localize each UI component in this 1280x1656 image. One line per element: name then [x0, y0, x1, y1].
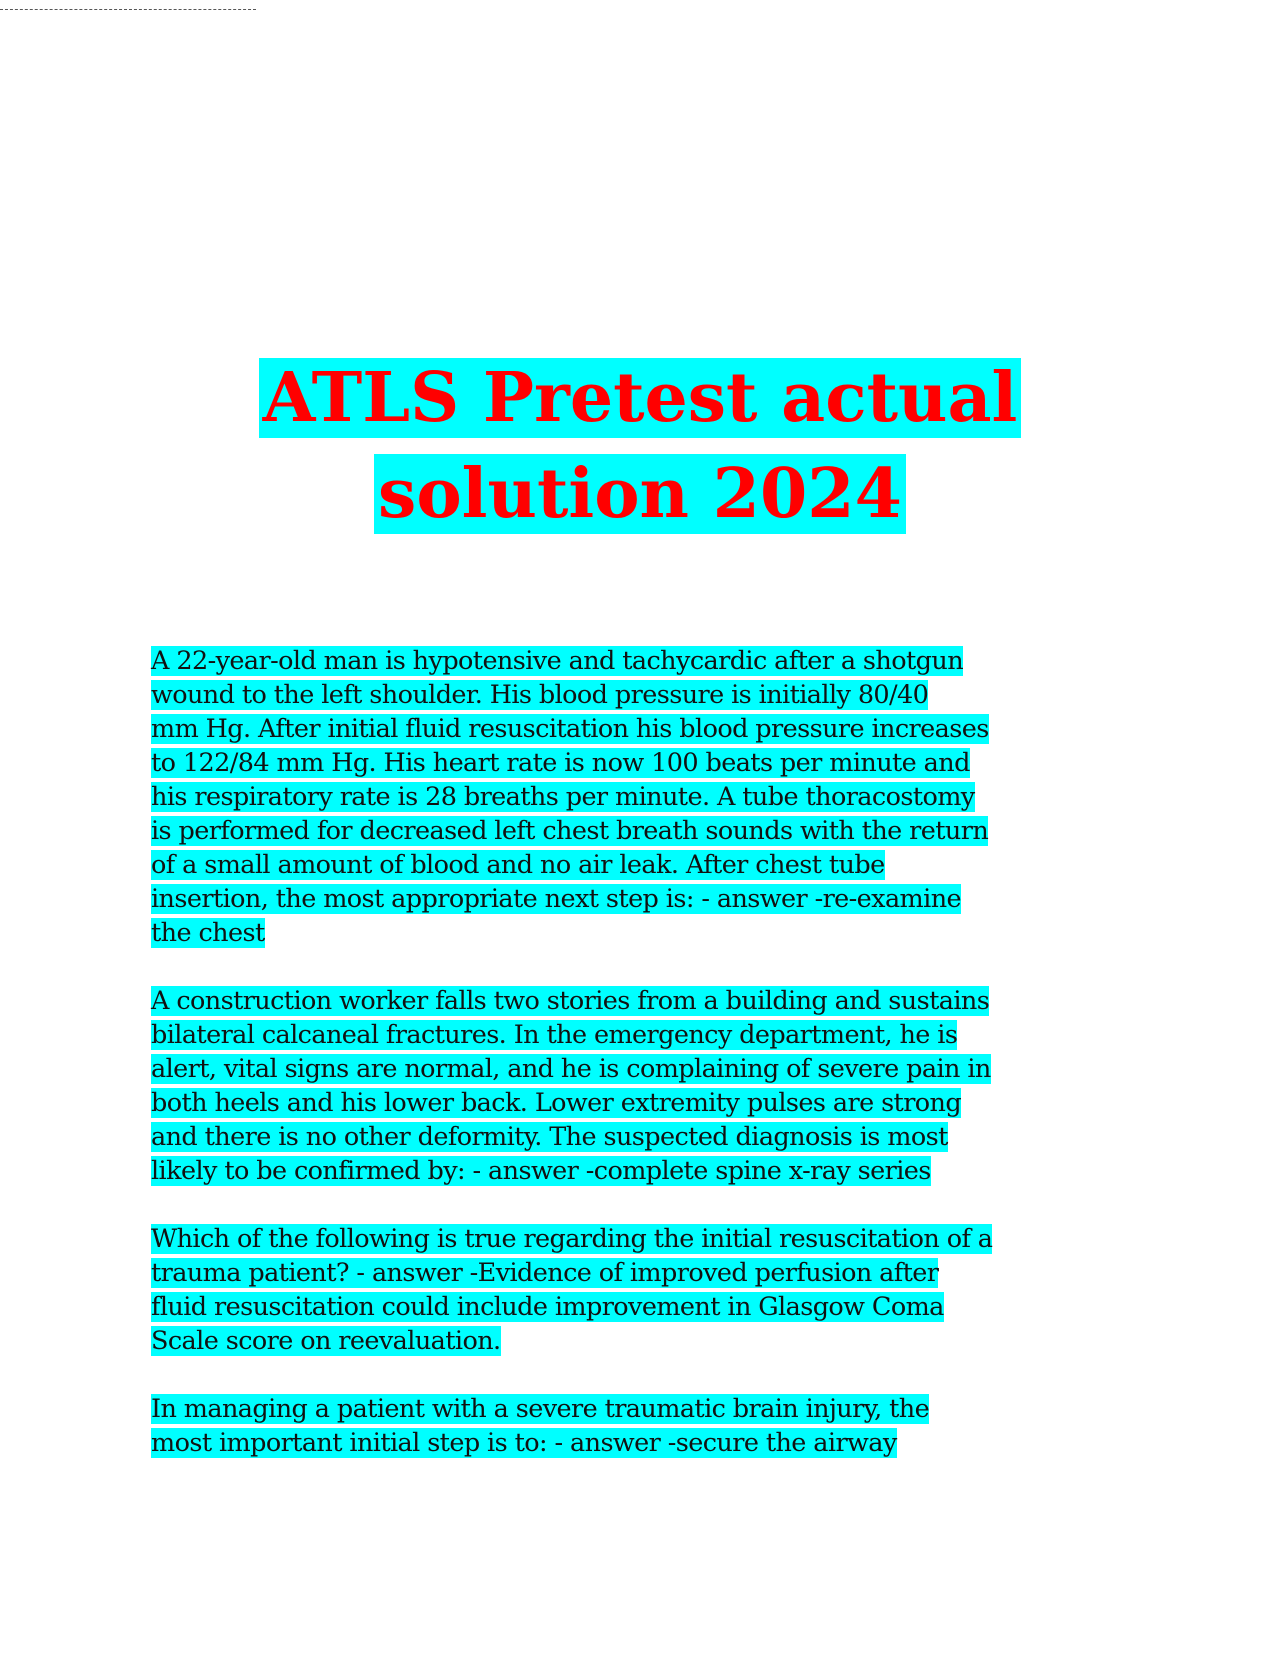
text-line: is performed for decreased left chest breath sounds with the return	[151, 816, 989, 846]
text-line: and there is no other deformity. The suspected diagnosis is most	[151, 1122, 948, 1152]
text-line: trauma patient? - answer -Evidence of improved perfusion after	[151, 1258, 939, 1288]
text-line: to 122/84 mm Hg. His heart rate is now 100 beats per minute and	[151, 748, 970, 778]
text-line: A construction worker falls two stories from a building and sustains	[151, 986, 990, 1016]
text-line: In managing a patient with a severe traumatic brain injury, the	[151, 1394, 930, 1424]
text-line: most important initial step is to: - answer -secure the airway	[151, 1428, 897, 1458]
text-line: both heels and his lower back. Lower extremity pulses are strong	[151, 1088, 962, 1118]
text-line: insertion, the most appropriate next step is: - answer -re-examine	[151, 884, 962, 914]
text-line: wound to the left shoulder. His blood pressure is initially 80/40	[151, 680, 929, 710]
question-item	[151, 644, 1141, 950]
text-line: likely to be confirmed by: - answer -complete spine x-ray series	[151, 1156, 931, 1186]
question-item	[151, 984, 1141, 1188]
text-line: the chest	[151, 918, 265, 948]
text-line: mm Hg. After initial fluid resuscitation his blood pressure increases	[151, 714, 989, 744]
text-line: his respiratory rate is 28 breaths per minute. A tube thoracostomy	[151, 782, 975, 812]
question-item	[151, 1222, 1141, 1358]
title-line: ATLS Pretest actual	[259, 358, 1022, 438]
text-line: Which of the following is true regarding the initial resuscitation of a	[151, 1224, 993, 1254]
text-line: alert, vital signs are normal, and he is complaining of severe pain in	[151, 1054, 991, 1084]
text-line: A 22-year-old man is hypotensive and tachycardic after a shotgun	[151, 646, 964, 676]
top-dashed-rule	[0, 9, 256, 10]
text-line: bilateral calcaneal fractures. In the emergency department, he is	[151, 1020, 958, 1050]
document-title	[0, 350, 1280, 542]
text-line: Scale score on reevaluation.	[151, 1326, 501, 1356]
text-line: of a small amount of blood and no air leak. After chest tube	[151, 850, 885, 880]
question-item	[151, 1392, 1141, 1460]
question-list	[151, 644, 1141, 1494]
text-line: fluid resuscitation could include improvement in Glasgow Coma	[151, 1292, 944, 1322]
title-line: solution 2024	[374, 454, 906, 534]
